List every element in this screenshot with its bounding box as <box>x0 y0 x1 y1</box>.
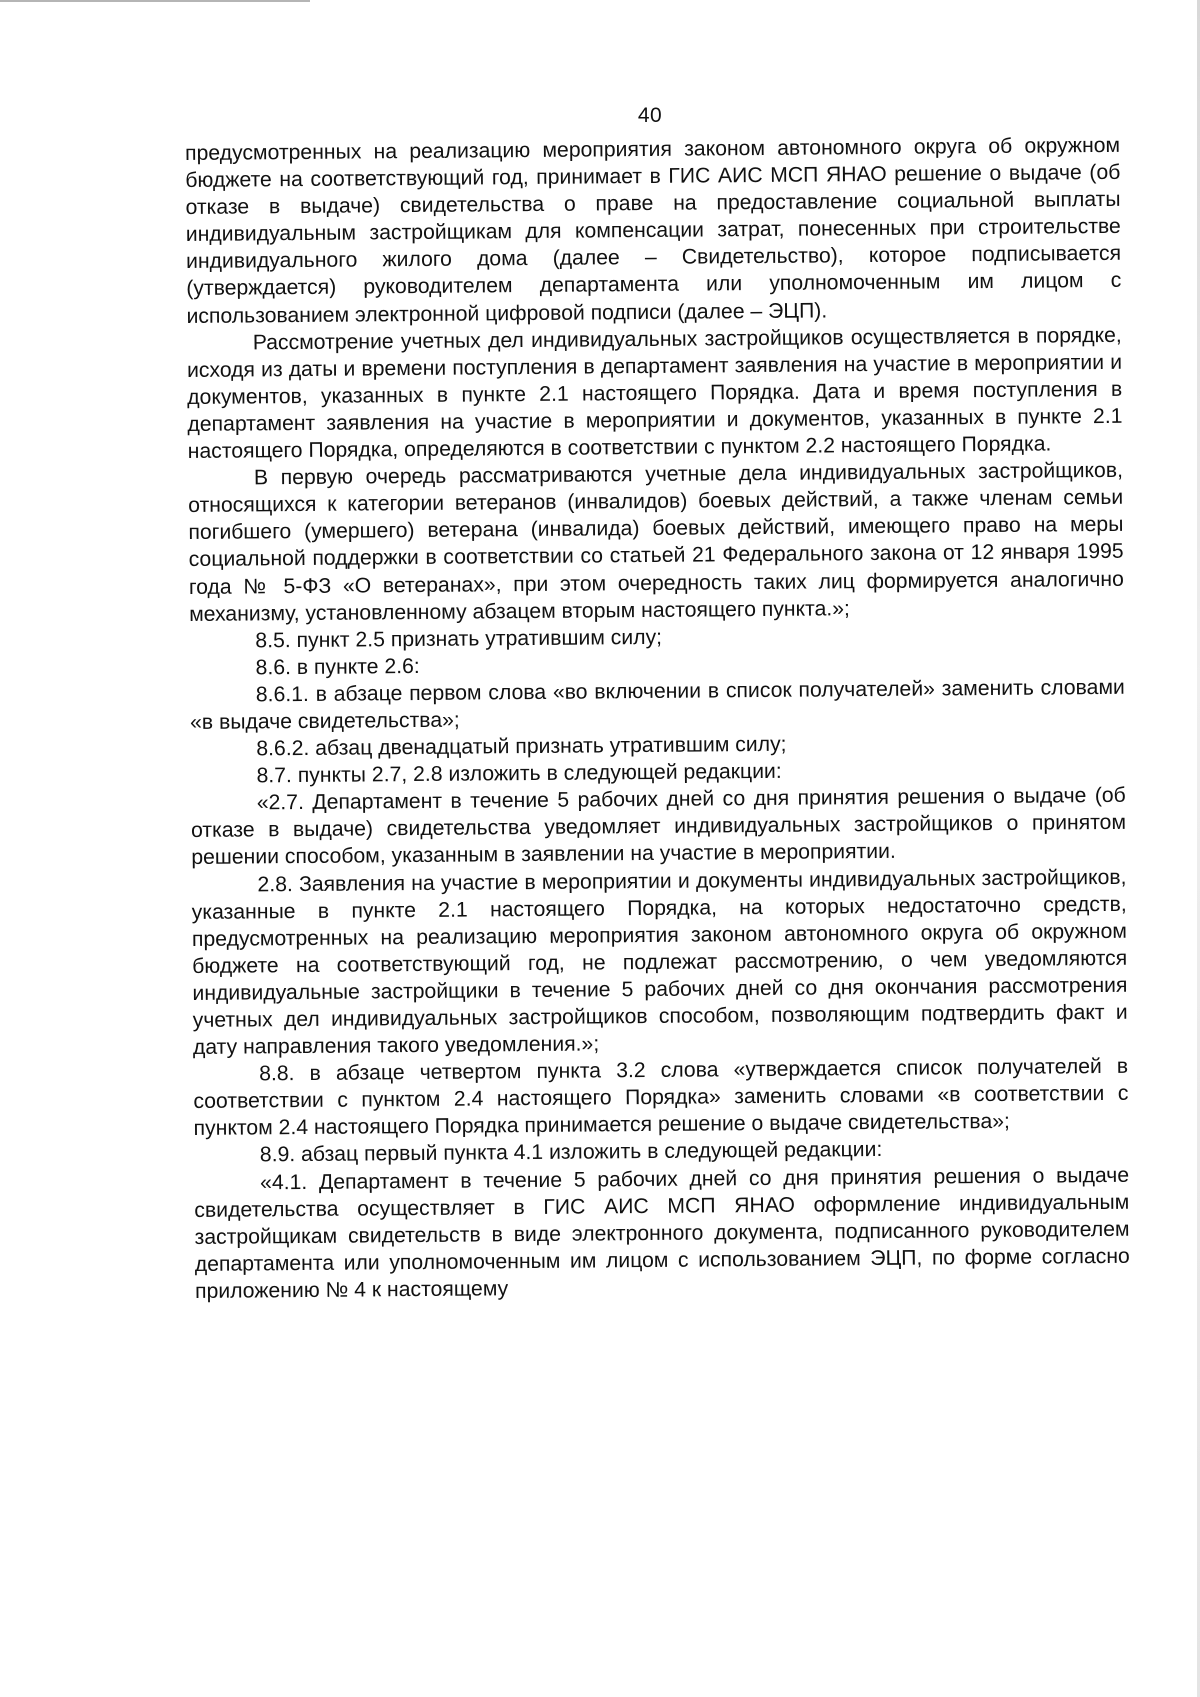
paragraph: 8.8. в абзаце четвертом пункта 3.2 слова «утверждается список получателей в соответствии с пунктом 2.4 настоящего Порядка» заменить словами «в соответствии с пунктом 2.4 настоящего Порядка принимается решение о выдаче свидетельства»; <box>193 1054 1129 1141</box>
paragraph: «2.7. Департамент в течение 5 рабочих дней со дня принятия решения о выдаче (об отказе в выдаче) свидетельства уведомляет индивидуальных застройщиков о принятом решении способом, указанным в заявлении на участие в мероприятии. <box>190 784 1127 870</box>
paragraph: 8.6.2. абзац двенадцатый признать утратившим силу; <box>256 732 787 761</box>
page-number: 40 <box>637 104 663 127</box>
paragraph: 8.5. пункт 2.5 признать утратившим силу; <box>255 625 663 653</box>
paragraph: предусмотренных на реализацию мероприятия законом автономного округа об окружном бюджете на соответствующий год, принимает в ГИС АИС МСП ЯНАО решение о выдаче (об отказе в выдаче) свидетельства о праве на предоставление социальной выплаты индивидуальным застройщикам для компенсации затрат, понесенных при строительстве индивидуального жилого дома (далее – Свидетельство), которое подписывается (утверждается) руководителем департамента или уполномоченным им лицом с использованием электронной цифровой подписи (далее – ЭЦП). <box>185 133 1122 328</box>
document-body <box>185 132 1130 1305</box>
paragraph: 8.9. абзац первый пункта 4.1 изложить в следующей редакции: <box>259 1138 883 1167</box>
paragraph: «4.1. Департамент в течение 5 рабочих дней со дня принятия решения о выдаче свидетельства осуществляет в ГИС АИС МСП ЯНАО оформление индивидуальным застройщикам свидетельств в виде электронного документа, подписанного руководителем департамента или уполномоченным им лицом с использованием ЭЦП, по форме согласно приложению № 4 к настоящему <box>194 1163 1130 1303</box>
paragraph: 8.7. пункты 2.7, 2.8 изложить в следующей редакции: <box>256 759 782 788</box>
paragraph: 8.6.1. в абзаце первом слова «во включении в список получателей» заменить словами «в выдаче свидетельства»; <box>189 675 1125 734</box>
paragraph: 8.6. в пункте 2.6: <box>255 654 420 680</box>
paragraph: 2.8. Заявления на участие в мероприятии и документы индивидуальных застройщиков, указанные в пункте 2.1 настоящего Порядка, на которых недостаточно средств, предусмотренных на реализацию мероприятия законом автономного округа об окружном бюджете на соответствующий год, не подлежат рассмотрению, о чем уведомляются индивидуальные застройщики в течение 5 рабочих дней со дня окончания рассмотрения учетных дел индивидуальных застройщиков способом, позволяющим подтвердить факт и дату направления такого уведомления.»; <box>191 865 1128 1060</box>
paragraph: Рассмотрение учетных дел индивидуальных застройщиков осуществляется в порядке, исходя из даты и времени поступления в департамент заявления на участие в мероприятии и документов, указанных в пункте 2.1 настоящего Порядка. Дата и время поступления в департамент заявления на участие в мероприятии и документов, указанных в пункте 2.1 настоящего Порядка, определяются в соответствии с пунктом 2.2 настоящего Порядка. <box>186 323 1123 464</box>
paragraph: В первую очередь рассматриваются учетные дела индивидуальных застройщиков, относящихся к категории ветеранов (инвалидов) боевых действий, а также членам семьи погибшего (умершего) ветерана (инвалида) боевых действий, имеющего право на меры социальной поддержки в соответствии со статьей 21 Федерального закона от 12 января 1995 года № 5-ФЗ «О ветеранах», при этом очередность таких лиц формируется аналогично механизму, установленному абзацем вторым настоящего пункта.»; <box>188 458 1124 626</box>
scan-edge-top <box>0 0 310 2</box>
